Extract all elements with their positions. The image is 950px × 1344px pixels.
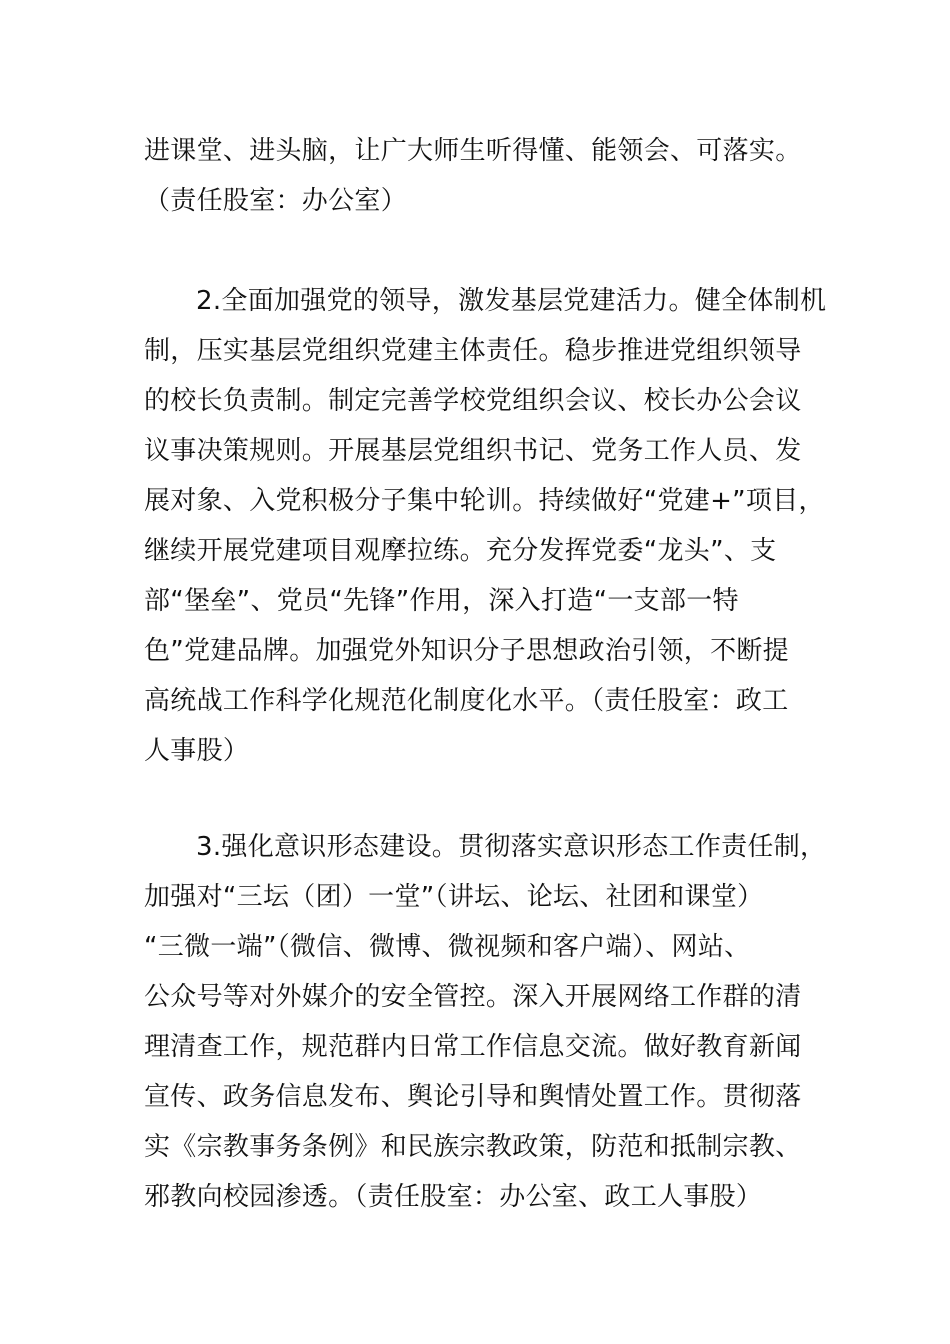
paragraph-3 [144,822,827,1222]
paragraph-2 [144,276,827,776]
paragraph-1-continuation [144,126,814,226]
text-line: 展对象、入党积极分子集中轮训。持续做好“党建+”项目， [144,486,825,516]
text-line: 3.强化意识形态建设。贯彻落实意识形态工作责任制， [196,832,827,862]
text-line: 邪教向校园渗透。（责任股室：办公室、政工人事股） [144,1182,763,1212]
text-line: 制，压实基层党组织党建主体责任。稳步推进党组织领导 [144,336,802,366]
text-line: 宣传、政务信息发布、舆论引导和舆情处置工作。贯彻落 [144,1082,802,1112]
text-line: 进课堂、进头脑，让广大师生听得懂、能领会、可落实。 [144,136,802,166]
text-line: 2.全面加强党的领导，激发基层党建活力。健全体制机 [196,286,827,316]
text-line: 色”党建品牌。加强党外知识分子思想政治引领，不断提 [144,636,789,666]
text-line: 继续开展党建项目观摩拉练。充分发挥党委“龙头”、支 [144,536,777,566]
text-line: 理清查工作，规范群内日常工作信息交流。做好教育新闻 [144,1032,802,1062]
text-line: 实《宗教事务条例》和民族宗教政策，防范和抵制宗教、 [144,1132,802,1162]
text-line: “三微一端”（微信、微博、微视频和客户端）、网站、 [144,932,751,962]
text-line: 人事股） [144,736,250,766]
text-line: 部“堡垒”、党员“先锋”作用，深入打造“一支部一特 [144,586,739,616]
text-line: 的校长负责制。制定完善学校党组织会议、校长办公会议 [144,386,802,416]
text-line: 议事决策规则。开展基层党组织书记、党务工作人员、发 [144,436,802,466]
text-line: 加强对“三坛（团）一堂”（讲坛、论坛、社团和课堂） [144,882,764,912]
text-line: （责任股室：办公室） [144,186,408,216]
text-line: 公众号等对外媒介的安全管控。深入开展网络工作群的清 [144,982,802,1012]
text-line: 高统战工作科学化规范化制度化水平。（责任股室：政工 [144,686,789,716]
